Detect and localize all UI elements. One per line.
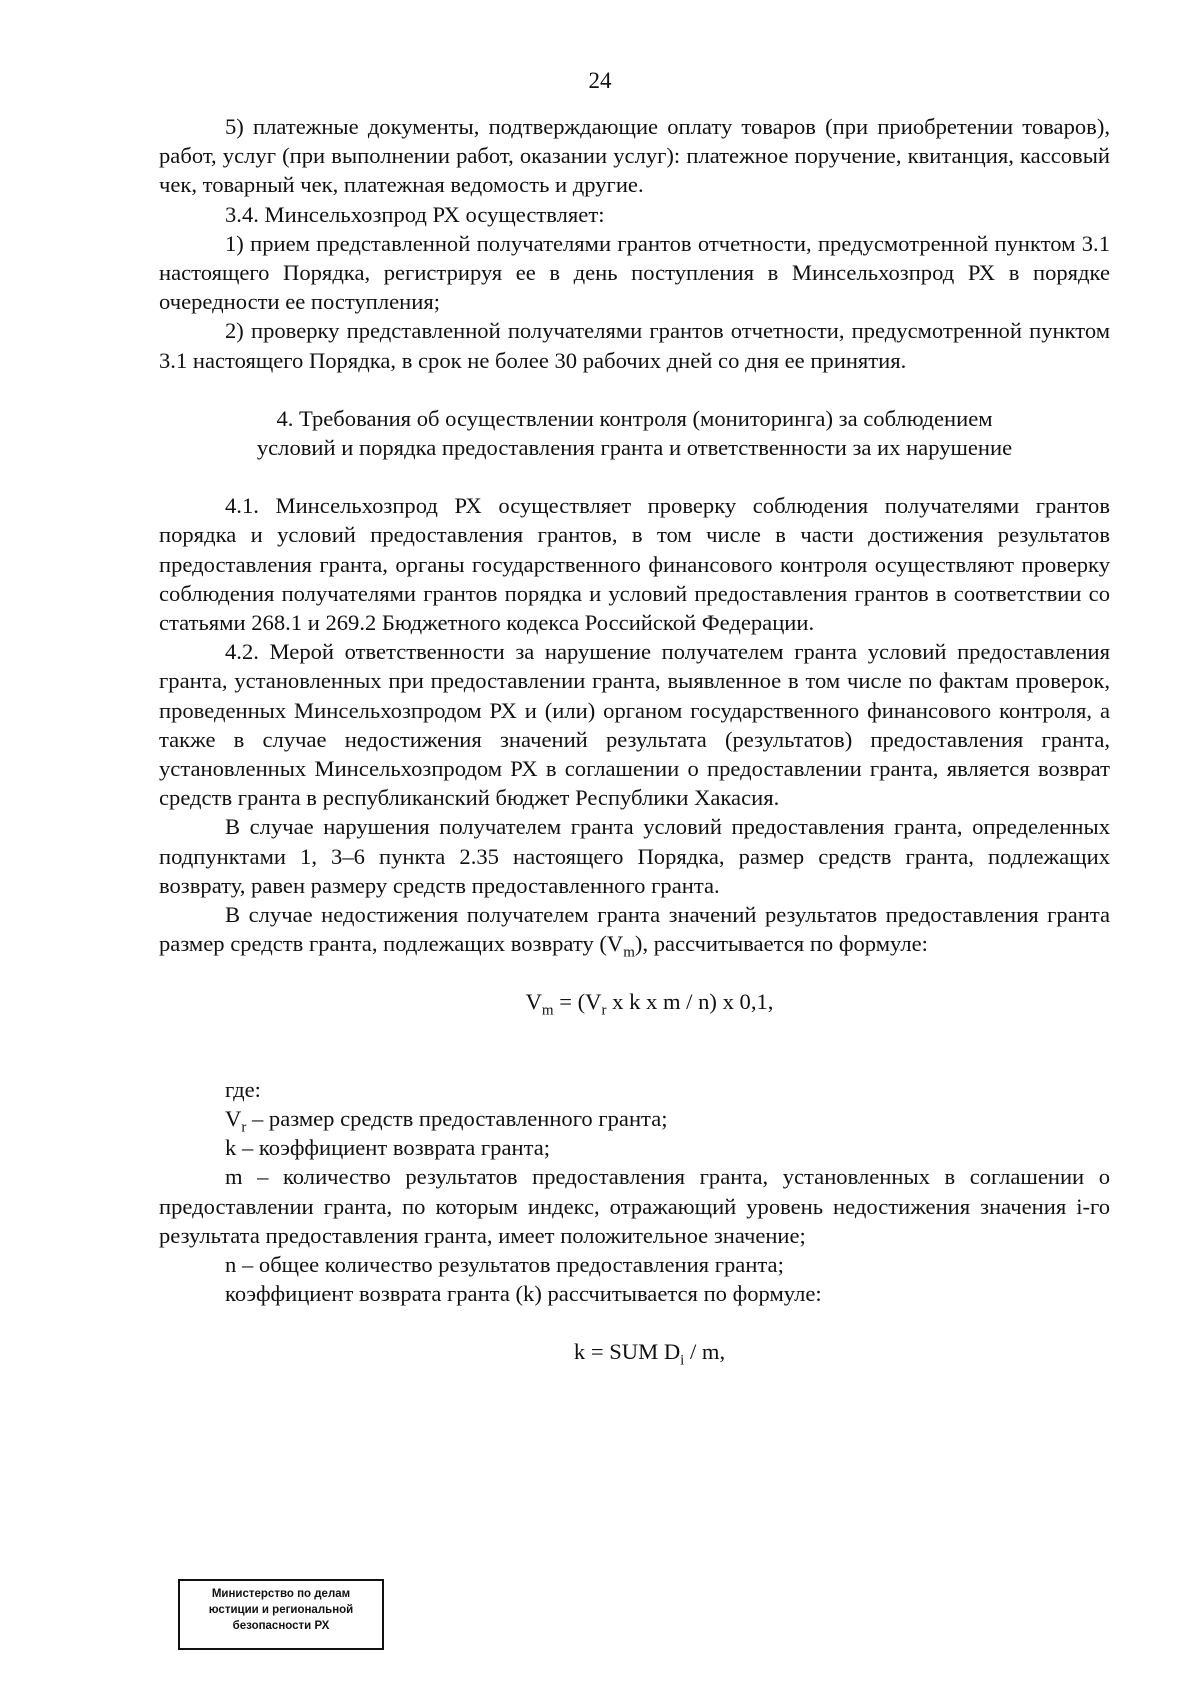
spacer [159, 1046, 1110, 1075]
definition-k: k – коэффициент возврата гранта; [225, 1135, 551, 1161]
underachievement-text-end: ), рассчитывается по формуле: [634, 931, 928, 957]
formula-vr-subscript: r [601, 1003, 607, 1019]
definition-n: n – общее количество результатов предоставления гранта; [225, 1251, 784, 1277]
spacer [159, 958, 1110, 987]
formula-vm-subscript: m [541, 1003, 554, 1019]
paragraph-3-4-item-1: 1) прием представленной получателями грантов отчетности, предусмотренной пунктом 3.1 настоящего Порядка, регистрируя ее в день поступления в Минсельхозпрод РХ в порядке очередности ее поступления; [159, 230, 1110, 315]
stamp-line-2: юстиции и региональной [208, 1604, 354, 1616]
paragraph-4-2: 4.2. Мерой ответственности за нарушение получателем гранта условий предоставления гранта, установленных при предоставлении гранта, выявленное в том числе по фактам проверок, проведенных Минсельхозпродом РХ и (или) органом государственного финансового контроля, а также в случае недостижения значений результата (результатов) предоставления гранта, установленных Минсельхозпродом РХ в соглашении о предоставлении гранта, является возврат средств гранта в республиканский бюджет Республики Хакасия. [159, 639, 1110, 811]
spacer [159, 375, 1110, 404]
definition-vr [159, 1104, 1110, 1136]
page-number: 24 [588, 68, 612, 93]
ministry-stamp [178, 1579, 384, 1650]
formula-vr-symbol: = (V [553, 989, 602, 1015]
paragraph-3-4: 3.4. Минсельхозпрод РХ осуществляет: [225, 201, 605, 227]
paragraph-payment-documents: 5) платежные документы, подтверждающие оплату товаров (при приобретении товаров), работ, услуг (при выполнении работ, оказании услуг): платежное поручение, квитанция, кассовый чек, товарный чек, платежная ведомость и другие. [159, 114, 1110, 198]
k-formula-intro: коэффициент возврата гранта (k) рассчитывается по формуле: [225, 1281, 822, 1307]
formula-k [159, 1337, 1110, 1369]
section-4-heading [159, 404, 1110, 462]
paragraph-3-4-item-2: 2) проверку представленной получателями грантов отчетности, предусмотренной пунктом 3.1 настоящего Порядка, в срок не более 30 рабочих дней со дня ее принятия. [159, 318, 1110, 373]
spacer [159, 1308, 1110, 1337]
definition-m: m – количество результатов предоставления гранта, установленных в соглашении о предоставлении гранта, по которым индекс, отражающий уровень недостижения значения i-го результата предоставления гранта, имеет положительное значение; [159, 1164, 1110, 1248]
formula-k-text: k = SUM D [573, 1339, 681, 1365]
definition-vr-text: – размер средств предоставленного гранта; [246, 1105, 668, 1131]
underachievement-text: В случае недостижения получателем гранта значений результатов предоставления гранта размер средств гранта, подлежащих возврату (V [159, 902, 1110, 957]
section-4-heading-line-2: условий и порядка предоставления гранта и ответственности за их нарушение [256, 435, 1013, 461]
formula-k-subscript: i [680, 1352, 685, 1369]
spacer [159, 462, 1110, 491]
definition-vr-subscript: r [241, 1119, 247, 1136]
spacer [159, 1017, 1110, 1046]
formula-k-rest: / m, [684, 1339, 726, 1365]
stamp-line-3: безопасности РХ [232, 1620, 330, 1632]
where-label: где: [225, 1076, 261, 1102]
definition-vr-symbol: V [225, 1105, 242, 1131]
formula-vm [159, 987, 1110, 1019]
section-4-heading-line-1: 4. Требования об осуществлении контроля (мониторинга) за соблюдением [276, 405, 993, 431]
formula-vm-symbol: V [525, 989, 542, 1015]
paragraph-4-1: 4.1. Минсельхозпрод РХ осуществляет проверку соблюдения получателями грантов порядка и условий предоставления грантов, в том числе в части достижения результатов предоставления гранта, органы государственного финансового контроля осуществляют проверку соблюдения получателями грантов порядка и условий предоставления грантов в соответствии со статьями 268.1 и 269.2 Бюджетного кодекса Российской Федерации. [159, 493, 1110, 636]
paragraph-violation: В случае нарушения получателем гранта условий предоставления гранта, определенных подпунктами 1, 3–6 пункта 2.35 настоящего Порядка, размер средств гранта, подлежащих возврату, равен размеру средств предоставленного гранта. [159, 814, 1110, 898]
paragraph-underachievement [159, 900, 1110, 961]
stamp-line-1: Министерство по делам [211, 1588, 351, 1600]
formula-vm-rest: x k x m / n) x 0,1, [606, 989, 774, 1015]
subscript-m: m [623, 944, 635, 961]
document-body [159, 112, 1110, 1367]
